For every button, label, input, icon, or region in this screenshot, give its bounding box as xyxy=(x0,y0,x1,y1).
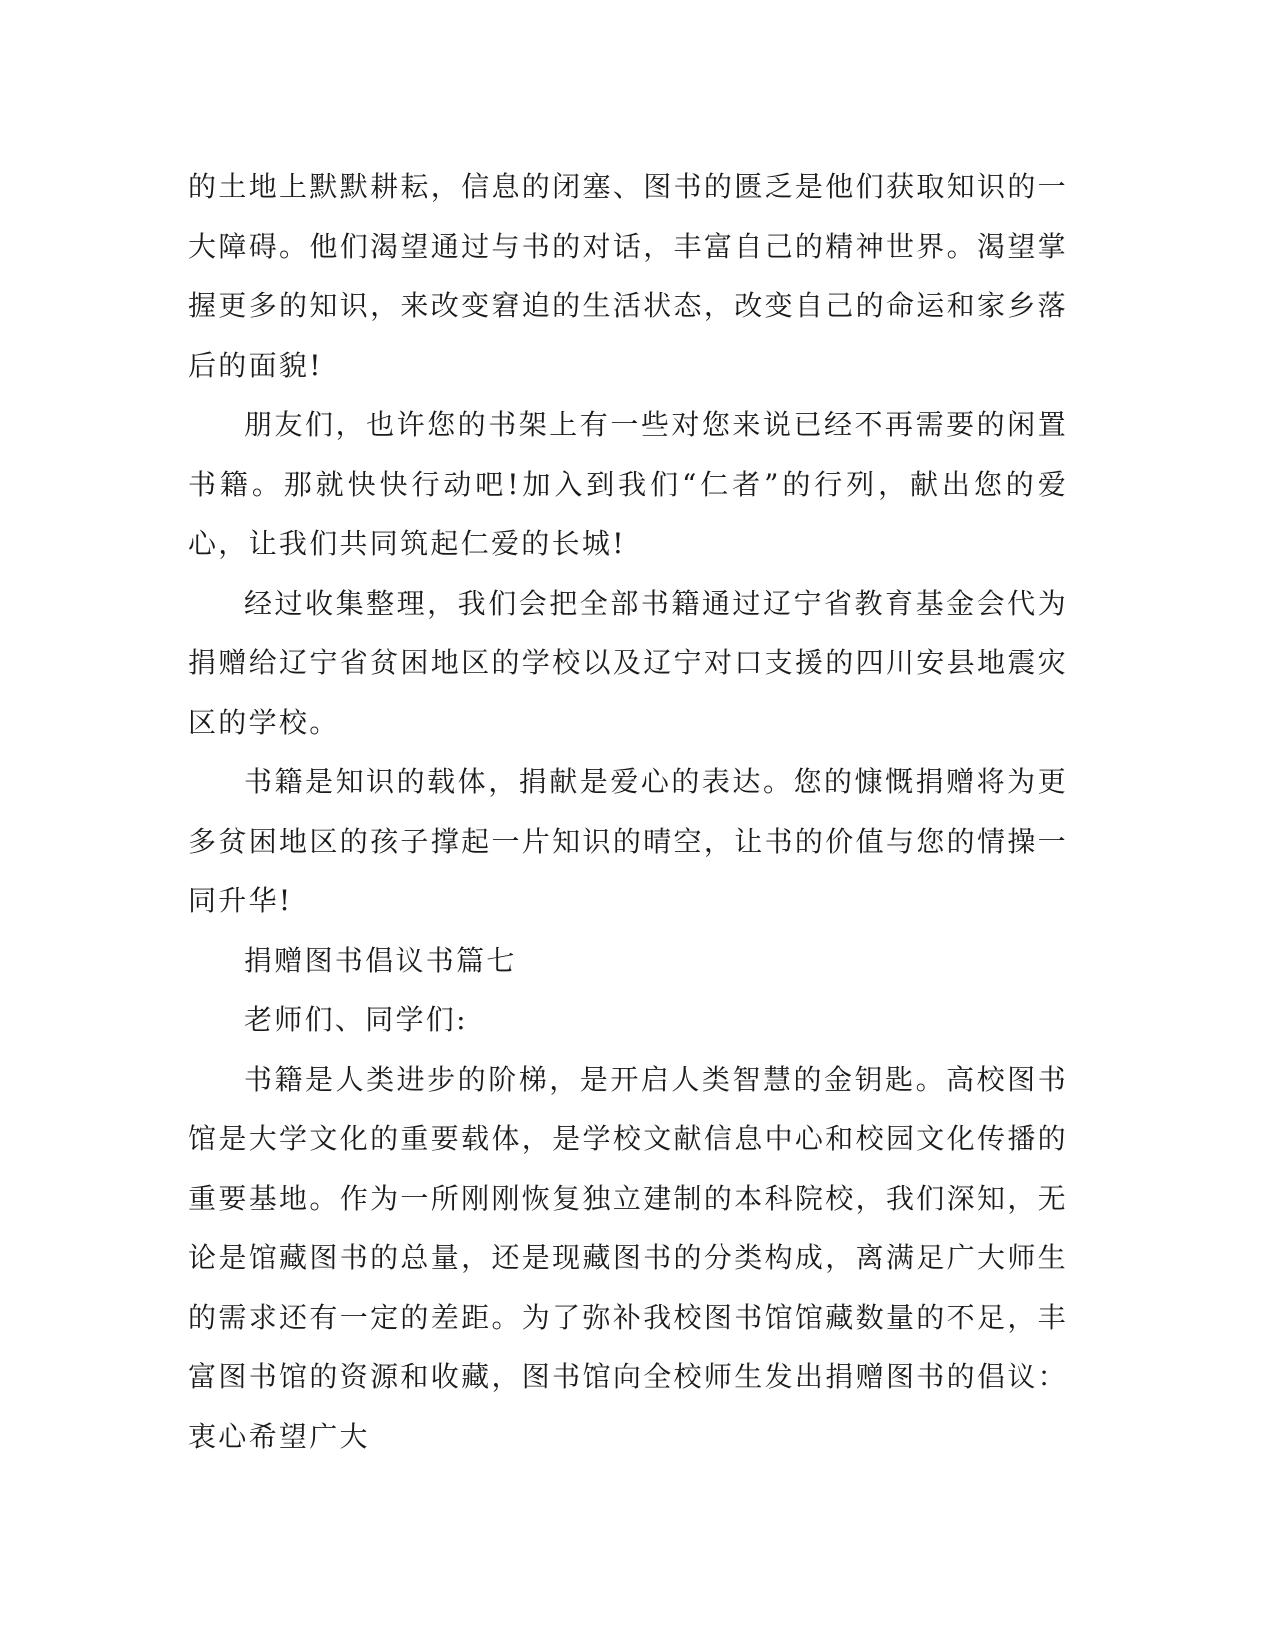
paragraph-donation-destination: 经过收集整理，我们会把全部书籍通过辽宁省教育基金会代为捐赠给辽宁省贫困地区的学校以及辽宁对口支援的四川安县地震灾区的学校。 xyxy=(188,586,1068,739)
paragraph-call-to-friends: 朋友们，也许您的书架上有一些对您来说已经不再需要的闲置书籍。那就快快行动吧!加入到我们“仁者”的行列，献出您的爱心，让我们共同筑起仁爱的长城! xyxy=(188,408,1068,560)
paragraph-book-value: 书籍是知识的载体，捐献是爱心的表达。您的慷慨捐赠将为更多贫困地区的孩子撑起一片知识的晴空，让书的价值与您的情操一同升华! xyxy=(188,765,1068,917)
salutation: 老师们、同学们: xyxy=(244,1003,468,1036)
paragraph-intro-continued: 的土地上默默耕耘，信息的闭塞、图书的匮乏是他们获取知识的一大障碍。他们渴望通过与书的对话，丰富自己的精神世界。渴望掌握更多的知识，来改变窘迫的生活状态，改变自己的命运和家乡落后的面貌! xyxy=(188,170,1068,382)
document-body xyxy=(188,157,1068,1466)
paragraph-library-appeal: 书籍是人类进步的阶梯，是开启人类智慧的金钥匙。高校图书馆是大学文化的重要载体，是学校文献信息中心和校园文化传播的重要基地。作为一所刚刚恢复独立建制的本科院校，我们深知，无论是馆藏图书的总量，还是现藏图书的分类构成，离满足广大师生的需求还有一定的差距。为了弥补我校图书馆馆藏数量的不足，丰富图书馆的资源和收藏，图书馆向全校师生发出捐赠图书的倡议：衷心希望广大 xyxy=(188,1062,1068,1453)
section-heading: 捐赠图书倡议书篇七 xyxy=(244,943,517,977)
